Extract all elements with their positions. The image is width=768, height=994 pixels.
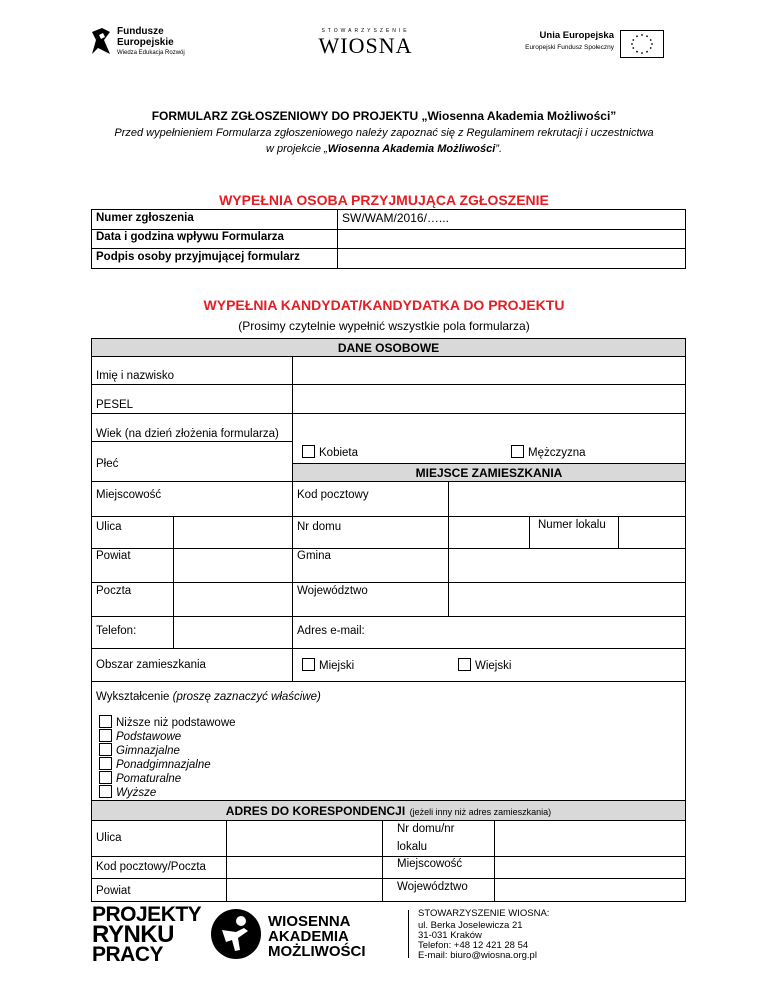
name-label: Imię i nazwisko [96, 370, 174, 382]
postcode-label: Kod pocztowy [297, 489, 369, 501]
corr-street-field[interactable] [228, 822, 381, 855]
voivodeship-label: Województwo [297, 585, 368, 597]
fe-logo-line1: Fundusze [117, 26, 164, 37]
corr-city-field[interactable] [496, 858, 684, 877]
residence-header: MIEJSCE ZAMIESZKANIA [292, 463, 685, 481]
education-option-label: Pomaturalne [116, 773, 182, 785]
form-note-line1: Przed wypełnieniem Formularza zgłoszeniowego należy zapoznać się z Regulaminem rekrutacji i uczestnictwa [114, 127, 654, 139]
receiver-label-signature: Podpis osoby przyjmującej formularz [96, 251, 300, 263]
education-option[interactable] [99, 771, 236, 785]
urban-checkbox[interactable] [302, 658, 315, 671]
county-label: Powiat [96, 550, 131, 562]
email-field[interactable] [294, 640, 684, 647]
fe-logo-line2: Europejskie [117, 37, 174, 48]
prp-logo-line2: RYNKU [92, 921, 174, 948]
pesel-field[interactable] [294, 386, 684, 412]
education-title [96, 691, 321, 703]
wiosna-logo-text: WIOSNA [318, 33, 413, 58]
candidate-heading: WYPEŁNIA KANDYDAT/KANDYDATKA DO PROJEKTU [203, 297, 565, 313]
education-checkbox[interactable] [99, 729, 112, 742]
county-field[interactable] [175, 550, 291, 581]
post-label: Poczta [96, 585, 132, 597]
education-option[interactable] [99, 743, 236, 757]
education-block [91, 681, 686, 801]
flat-label: Numer lokalu [538, 519, 606, 531]
education-label: Wykształcenie [96, 691, 170, 703]
area-option-urban[interactable] [302, 658, 354, 672]
ue-sub: Europejski Fundusz Społeczny [525, 44, 614, 51]
corr-postcode-field[interactable] [228, 858, 381, 877]
prp-logo-line1: PROJEKTY [92, 903, 202, 926]
wam-logo-line2: AKADEMIA [268, 928, 349, 945]
wam-logo [210, 908, 390, 964]
correspondence-header [92, 801, 685, 821]
education-option[interactable] [99, 715, 236, 729]
age-field[interactable] [294, 415, 684, 441]
form-note-prefix: w projekcie „ [265, 143, 328, 155]
footer-email[interactable]: E-mail: biuro@wiosna.org.pl [418, 950, 537, 961]
personal-data-table [91, 338, 686, 482]
urban-label: Miejski [319, 660, 355, 672]
footer-phone: Telefon: +48 12 421 28 54 [418, 940, 529, 951]
corr-county-label: Powiat [96, 885, 131, 897]
email-label: Adres e-mail: [297, 625, 365, 637]
footer-divider [408, 910, 409, 958]
wam-logo-line1: WIOSENNA [268, 913, 351, 930]
eu-flag-icon [620, 30, 664, 58]
form-note-project: Wiosenna Akademia Możliwości [327, 143, 496, 155]
sex-option-male[interactable] [511, 445, 586, 459]
phone-label: Telefon: [96, 625, 137, 637]
candidate-subheading: (Prosimy czytelnie wypełnić wszystkie pola formularza) [238, 319, 530, 333]
education-checkbox[interactable] [99, 743, 112, 756]
wiosna-logo [318, 28, 413, 58]
education-option-label: Gimnazjalne [116, 745, 180, 757]
house-label: Nr domu [297, 521, 342, 533]
receiver-label-date: Data i godzina wpływu Formularza [96, 231, 284, 243]
corr-street-label: Ulica [96, 832, 122, 844]
corr-postcode-label: Kod pocztowy/Poczta [96, 861, 206, 873]
street-label: Ulica [96, 521, 122, 533]
rural-label: Wiejski [475, 660, 512, 672]
voivodeship-field[interactable] [450, 584, 684, 615]
ue-logo [514, 30, 674, 58]
commune-field[interactable] [450, 550, 684, 581]
form-title: FORMULARZ ZGŁOSZENIOWY DO PROJEKTU „Wiosenna Akademia Możliwości” [151, 109, 617, 123]
name-field[interactable] [294, 358, 684, 383]
receiver-value-signature[interactable] [339, 249, 684, 268]
area-option-rural[interactable] [458, 658, 511, 672]
phone-field[interactable] [175, 618, 291, 647]
education-checkbox[interactable] [99, 757, 112, 770]
city-field[interactable] [94, 502, 290, 515]
male-label: Mężczyzna [528, 447, 586, 459]
city-label: Miejscowość [96, 489, 162, 501]
footer-org: STOWARZYSZENIE WIOSNA: [418, 908, 550, 919]
receiver-value-date[interactable] [339, 230, 684, 247]
wiosna-logo-small: STOWARZYSZENIE [321, 28, 410, 34]
sex-option-female[interactable] [302, 445, 358, 459]
corr-voivodeship-field[interactable] [496, 880, 684, 900]
residence-table [91, 481, 686, 682]
sex-label: Płeć [96, 458, 119, 470]
pesel-label: PESEL [96, 399, 134, 411]
prp-logo [92, 903, 202, 966]
receiver-label-number: Numer zgłoszenia [96, 212, 194, 224]
corr-house-label-2: lokalu [397, 841, 428, 853]
education-checkbox[interactable] [99, 715, 112, 728]
correspondence-header-title: ADRES DO KORESPONDENCJI [225, 804, 406, 818]
ue-title: Unia Europejska [539, 30, 614, 41]
education-option[interactable] [99, 757, 236, 771]
area-label: Obszar zamieszkania [96, 659, 206, 671]
prp-logo-line3: PRACY [92, 943, 164, 966]
fe-logo [90, 26, 210, 62]
female-checkbox[interactable] [302, 445, 315, 458]
rural-checkbox[interactable] [458, 658, 471, 671]
fe-logo-line3: Wiedza Edukacja Rozwój [117, 50, 185, 56]
footer-contact [418, 909, 549, 961]
male-checkbox[interactable] [511, 445, 524, 458]
corr-county-field[interactable] [228, 880, 381, 900]
education-option[interactable] [99, 785, 236, 799]
education-option[interactable] [99, 729, 236, 743]
wam-logo-line3: MOŻLIWOŚCI [268, 943, 366, 960]
corr-house-label-1: Nr domu/nr [397, 823, 455, 835]
education-checkbox[interactable] [99, 771, 112, 784]
education-option-label: Wyższe [116, 787, 157, 799]
form-note-line2 [0, 143, 768, 155]
post-field[interactable] [175, 584, 291, 615]
footer-addr2: 31-031 Kraków [418, 930, 482, 941]
receiver-heading: WYPEŁNIA OSOBA PRZYJMUJĄCA ZGŁOSZENIE [219, 192, 549, 208]
receiver-table [91, 209, 686, 269]
commune-label: Gmina [297, 550, 331, 562]
flat-field[interactable] [620, 518, 684, 547]
education-option-label: Podstawowe [116, 731, 182, 743]
education-checkbox[interactable] [99, 785, 112, 798]
corr-city-label: Miejscowość [397, 858, 463, 870]
postcode-field[interactable] [450, 483, 684, 515]
street-field[interactable] [175, 518, 291, 547]
footer-addr1: ul. Berka Joselewicza 21 [418, 920, 523, 931]
education-option-label: Ponadgimnazjalne [116, 759, 211, 771]
fe-star-icon [90, 26, 112, 56]
female-label: Kobieta [319, 447, 359, 459]
education-note: (proszę zaznaczyć właściwe) [172, 691, 321, 703]
corr-voivodeship-label: Województwo [397, 881, 468, 893]
personal-data-header: DANE OSOBOWE [92, 339, 685, 357]
education-options [99, 715, 236, 799]
education-option-label: Niższe niż podstawowe [116, 717, 236, 729]
house-field[interactable] [450, 518, 528, 547]
correspondence-header-note: (jeżeli inny niż adres zamieszkania) [409, 807, 552, 817]
receiver-value-number[interactable]: SW/WAM/2016/…... [342, 211, 449, 225]
corr-house-field[interactable] [496, 822, 684, 855]
wam-figure-icon [210, 908, 262, 960]
age-label: Wiek (na dzień złożenia formularza) [96, 428, 279, 440]
correspondence-table [91, 800, 686, 902]
form-note-suffix: ”. [495, 143, 503, 155]
